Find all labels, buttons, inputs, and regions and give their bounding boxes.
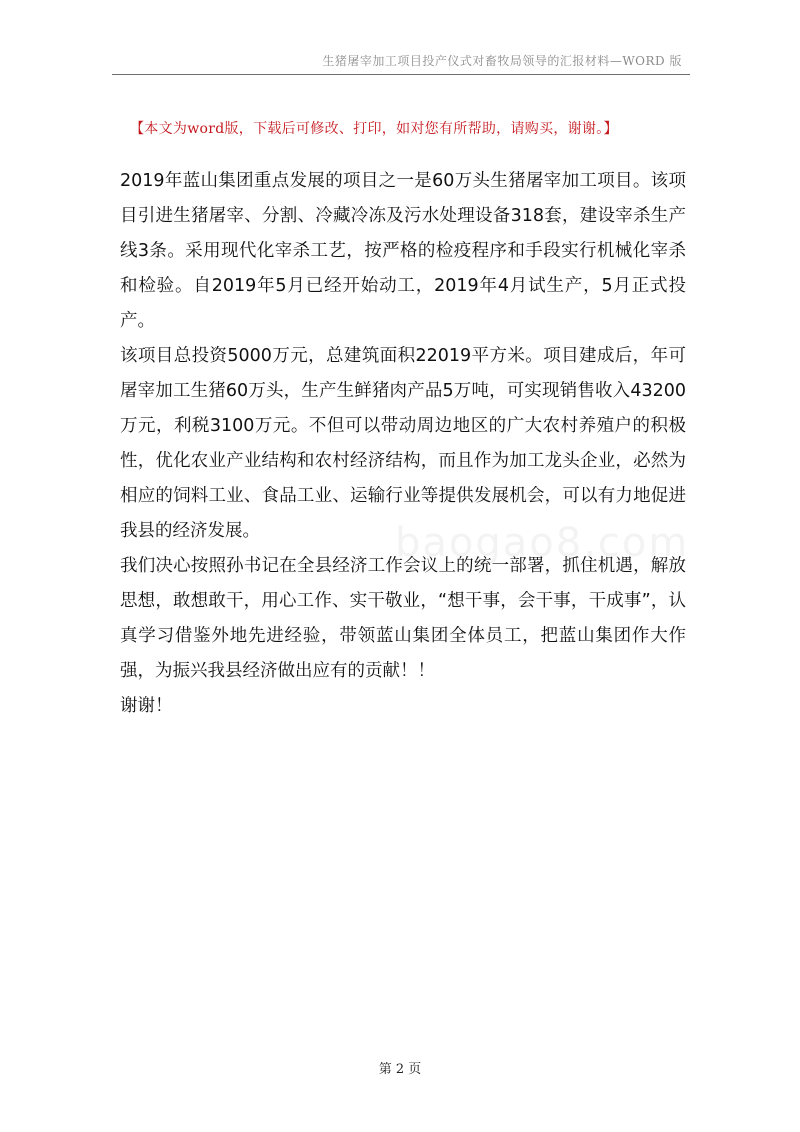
paragraph-commitment: 我们决心按照孙书记在全县经济工作会议上的统一部署，抓住机遇，解放思想，敢想敢干，用心工作、实干敬业，“想干事，会干事，干成事”，认真学习借鉴外地先进经验，带领蓝山集团全体员工，把蓝山集团作大作强，为振兴我县经济做出应有的贡献！！ <box>120 556 686 681</box>
page-number: 第 2 页 <box>378 1062 422 1077</box>
running-header: 生猪屠宰加工项目投产仪式对畜牧局领导的汇报材料—WORD 版 <box>322 54 682 68</box>
watermark: baogao8.com <box>395 520 690 566</box>
paragraph-thanks: 谢谢！ <box>120 696 173 716</box>
document-body <box>120 164 686 724</box>
header-divider <box>112 74 690 75</box>
download-notice: 【本文为word版，下载后可修改、打印，如对您有所帮助，请购买，谢谢。】 <box>130 121 618 137</box>
paragraph-investment: 该项目总投资5000万元，总建筑面积22019平方米。项目建成后，年可屠宰加工生猪60万头，生产生鲜猪肉产品5万吨，可实现销售收入43200万元，利税3100万元。不但可以带动周边地区的广大农村养殖户的积极性，优化农业产业结构和农村经济结构，而且作为加工龙头企业，必然为相应的饲料工业、食品工业、运输行业等提供发展机会，可以有力地促进我县的经济发展。 <box>120 346 686 541</box>
paragraph-project-intro: 2019年蓝山集团重点发展的项目之一是60万头生猪屠宰加工项目。该项目引进生猪屠宰、分割、冷藏冷冻及污水处理设备318套，建设宰杀生产线3条。采用现代化宰杀工艺，按严格的检疫程序和手段实行机械化宰杀和检验。自2019年5月已经开始动工，2019年4月试生产，5月正式投产。 <box>120 171 686 331</box>
